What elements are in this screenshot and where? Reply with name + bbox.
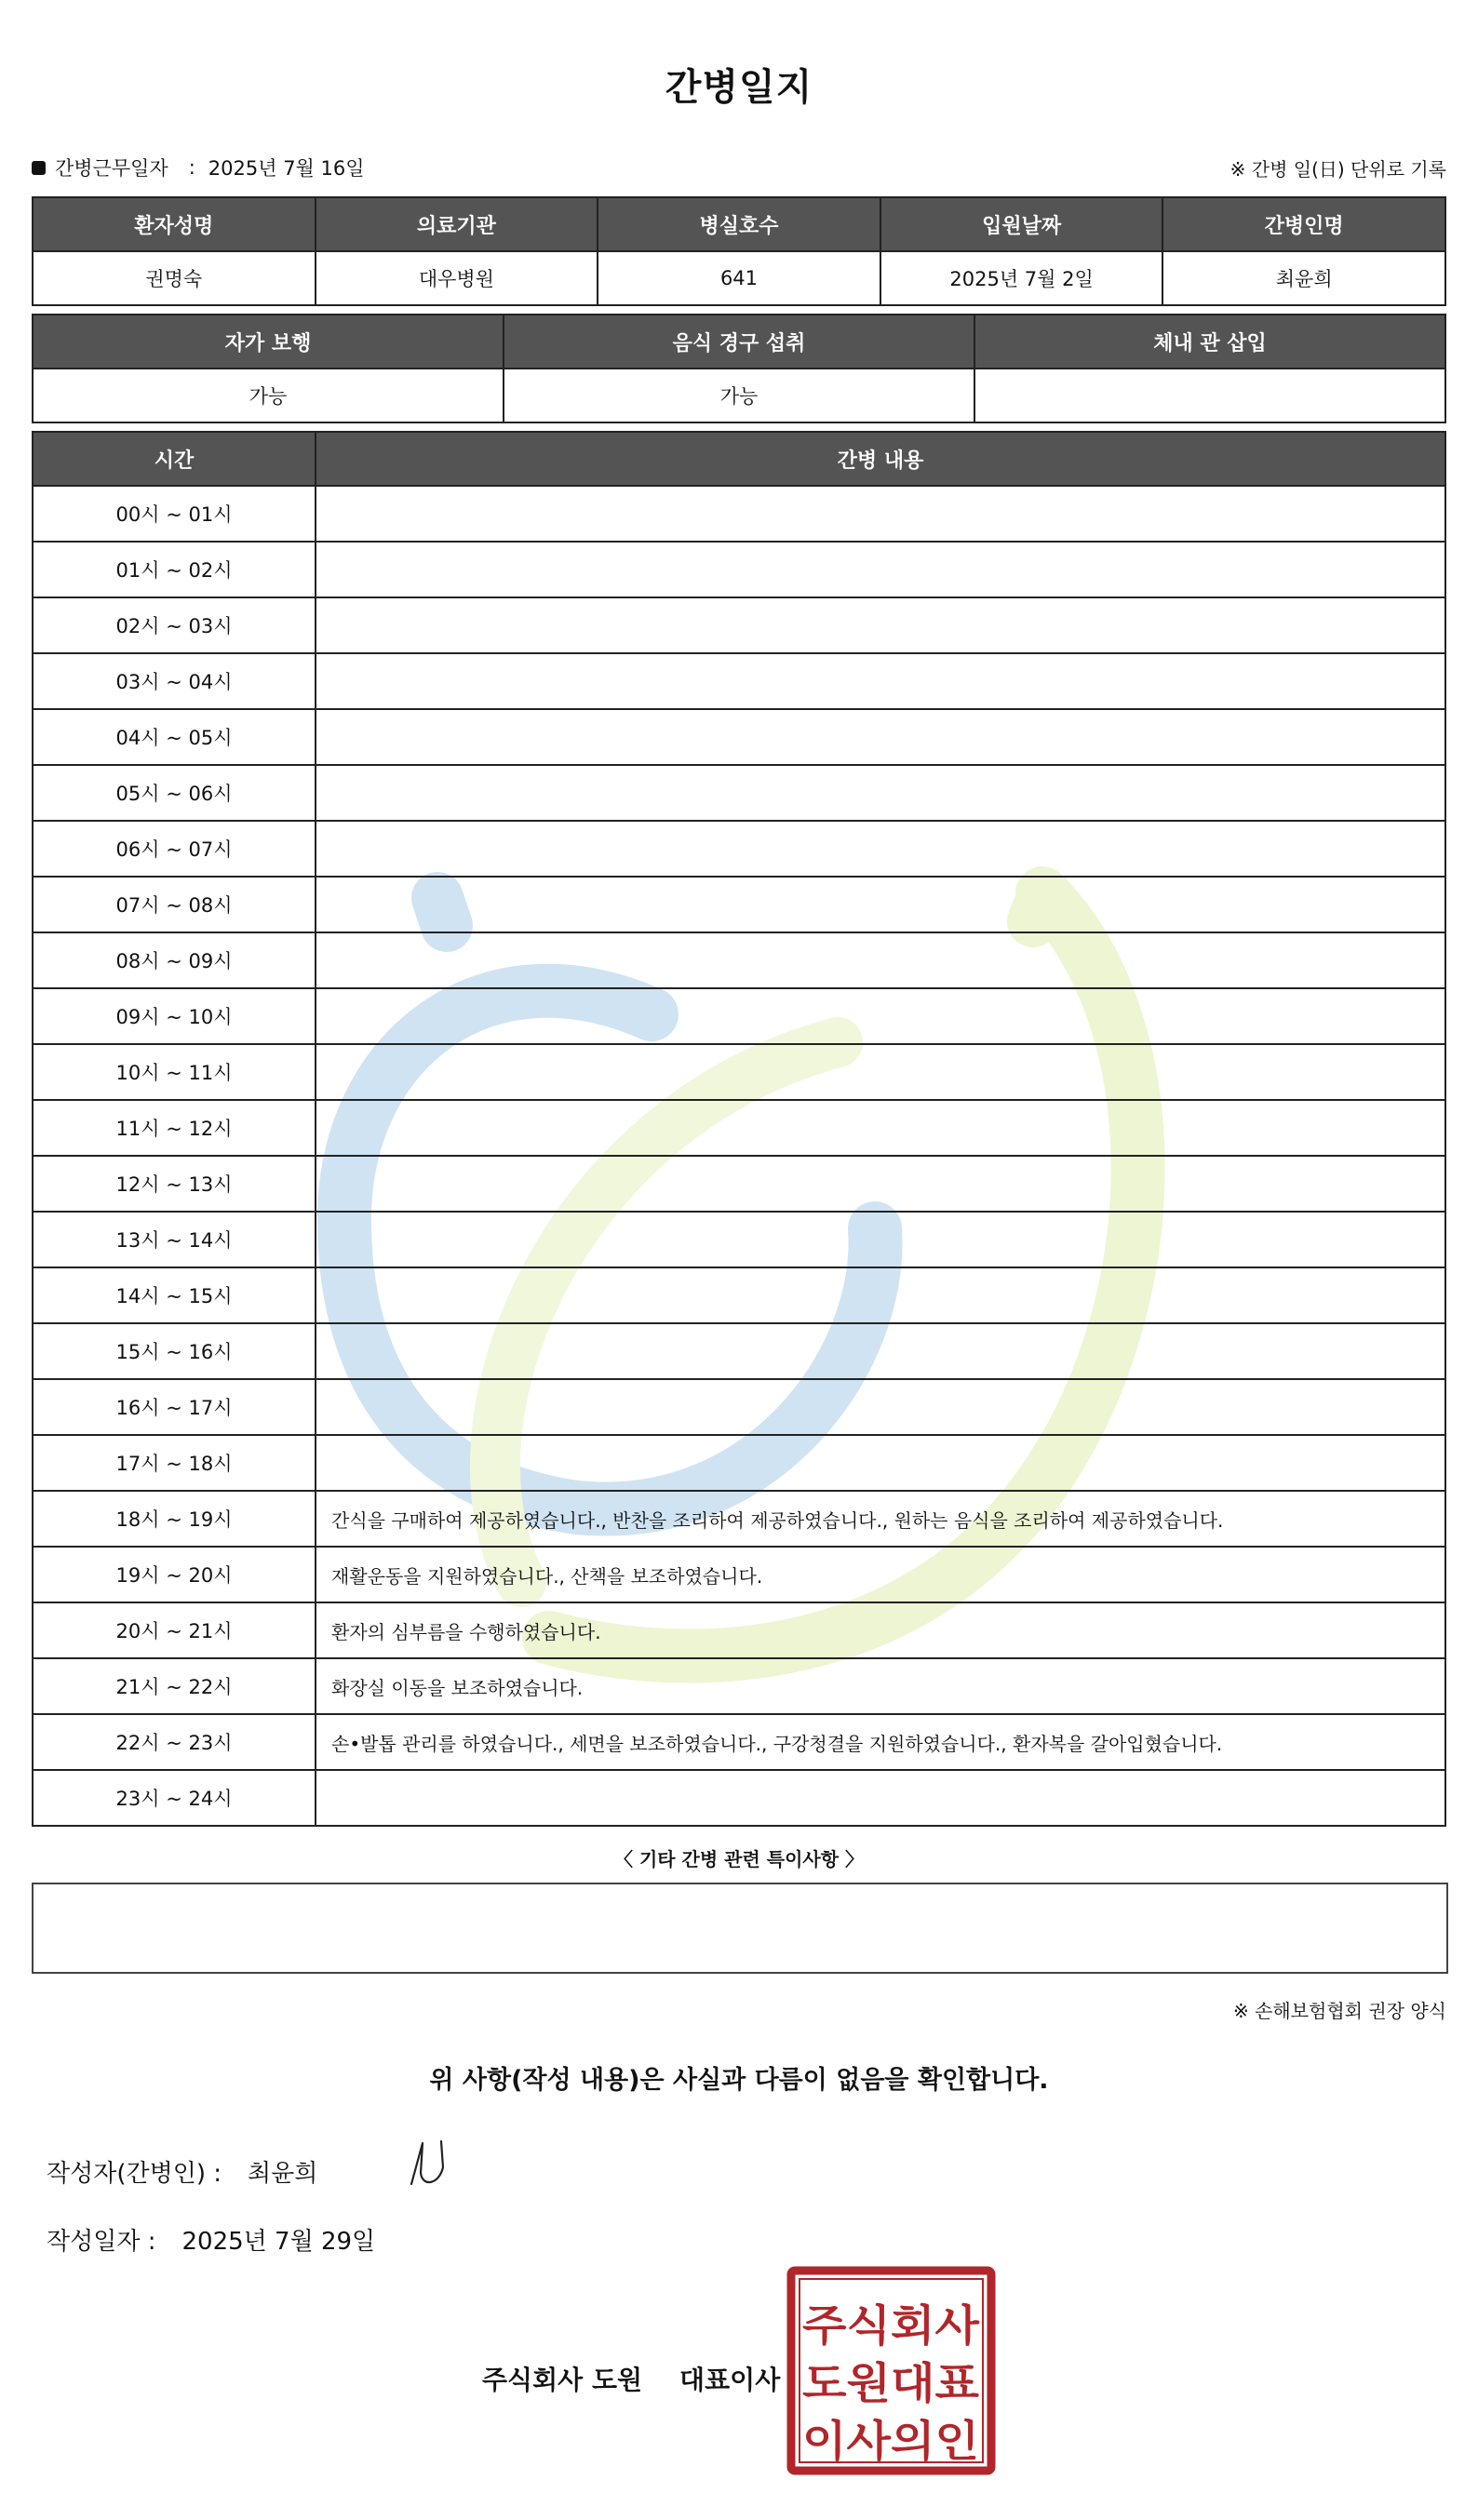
time-slot: 07시 ~ 08시 — [33, 877, 316, 932]
header-time: 시간 — [33, 432, 316, 486]
caregiver-name: 최윤희 — [1162, 251, 1445, 305]
remarks-title: 〈 기타 간병 관련 특이사항 〉 — [613, 1848, 864, 1870]
time-slot: 03시 ~ 04시 — [33, 653, 316, 709]
patient-status-table — [32, 314, 1446, 423]
header-room-number: 병실호수 — [598, 197, 880, 251]
care-content — [316, 709, 1445, 765]
work-date-label: 간병근무일자 — [55, 157, 168, 180]
work-date-separator: : — [188, 156, 195, 179]
time-slot: 19시 ~ 20시 — [33, 1547, 316, 1602]
care-content — [316, 1435, 1445, 1491]
company-name: 주식회사 도원 — [482, 2365, 643, 2395]
table-row — [33, 1212, 1445, 1267]
admission-date: 2025년 7월 2일 — [880, 251, 1163, 305]
header-caregiver-name: 간병인명 — [1162, 197, 1445, 251]
time-slot: 17시 ~ 18시 — [33, 1435, 316, 1491]
care-content — [316, 932, 1445, 988]
header-admission-date: 입원날짜 — [880, 197, 1163, 251]
time-slot: 00시 ~ 01시 — [33, 486, 316, 542]
signature-mark — [408, 2136, 464, 2192]
table-row — [33, 653, 1445, 709]
oral-intake-value: 가능 — [504, 369, 974, 422]
work-date — [32, 154, 365, 181]
written-date-row — [47, 2222, 375, 2257]
time-slot: 04시 ~ 05시 — [33, 709, 316, 765]
time-slot: 14시 ~ 15시 — [33, 1267, 316, 1323]
table-row — [33, 1714, 1445, 1770]
tube-insertion-value — [974, 369, 1445, 422]
table-row — [33, 1770, 1445, 1826]
time-slot: 08시 ~ 09시 — [33, 932, 316, 988]
table-row — [33, 877, 1445, 932]
care-content — [316, 1100, 1445, 1156]
care-content: 손•발톱 관리를 하였습니다., 세면을 보조하였습니다., 구강청결을 지원하였습니다., 환자복을 갈아입혔습니다. — [316, 1714, 1445, 1770]
header-hospital: 의료기관 — [316, 197, 598, 251]
time-slot: 20시 ~ 21시 — [33, 1602, 316, 1658]
table-row — [33, 1267, 1445, 1323]
company-signature — [482, 2360, 780, 2397]
table-row — [33, 1044, 1445, 1100]
header-tube-insertion: 체내 관 삽입 — [974, 315, 1445, 369]
patient-info-table — [32, 196, 1446, 306]
patient-name: 권명숙 — [33, 251, 316, 305]
writer-label: 작성자(간병인) : — [47, 2160, 222, 2188]
time-slot: 11시 ~ 12시 — [33, 1100, 316, 1156]
seal-line-1: 주식회사 — [802, 2300, 980, 2351]
table-row — [33, 542, 1445, 597]
care-content — [316, 1212, 1445, 1267]
written-date-label: 작성일자 : — [47, 2228, 156, 2256]
care-content — [316, 486, 1445, 542]
table-row — [33, 1547, 1445, 1602]
care-content — [316, 597, 1445, 653]
header-oral-intake: 음식 경구 섭취 — [504, 315, 974, 369]
time-slot: 06시 ~ 07시 — [33, 821, 316, 877]
time-slot: 15시 ~ 16시 — [33, 1323, 316, 1379]
table-row — [33, 1658, 1445, 1714]
care-content — [316, 653, 1445, 709]
header-self-walking: 자가 보행 — [33, 315, 504, 369]
care-header-row — [33, 432, 1445, 486]
table-row — [33, 988, 1445, 1044]
time-slot: 09시 ~ 10시 — [33, 988, 316, 1044]
time-slot: 21시 ~ 22시 — [33, 1658, 316, 1714]
table-row — [33, 1156, 1445, 1212]
seal-line-2: 도원대표 — [802, 2358, 980, 2408]
care-content — [316, 1323, 1445, 1379]
care-content — [316, 1267, 1445, 1323]
care-content — [316, 1044, 1445, 1100]
room-number: 641 — [598, 251, 880, 305]
table-row — [33, 1379, 1445, 1435]
status-value-row — [33, 369, 1445, 422]
confirmation-statement: 위 사항(작성 내용)은 사실과 다름이 없음을 확인합니다. — [429, 2066, 1049, 2095]
time-slot: 16시 ~ 17시 — [33, 1379, 316, 1435]
table-row — [33, 709, 1445, 765]
table-row — [33, 1602, 1445, 1658]
care-content: 화장실 이동을 보조하였습니다. — [316, 1658, 1445, 1714]
patient-info-value-row — [33, 251, 1445, 305]
care-content — [316, 1379, 1445, 1435]
table-row — [33, 1323, 1445, 1379]
table-row — [33, 821, 1445, 877]
table-row — [33, 932, 1445, 988]
status-header-row — [33, 315, 1445, 369]
care-schedule-table — [32, 431, 1446, 1827]
work-date-value: 2025년 7월 16일 — [208, 157, 365, 180]
table-row — [33, 486, 1445, 542]
record-note: ※ 간병 일(日) 단위로 기록 — [1229, 158, 1446, 181]
patient-info-header-row — [33, 197, 1445, 251]
time-slot: 02시 ~ 03시 — [33, 597, 316, 653]
table-row — [33, 1100, 1445, 1156]
time-slot: 12시 ~ 13시 — [33, 1156, 316, 1212]
care-content: 환자의 심부름을 수행하였습니다. — [316, 1602, 1445, 1658]
time-slot: 05시 ~ 06시 — [33, 765, 316, 821]
writer-name: 최윤희 — [248, 2160, 318, 2188]
header-patient-name: 환자성명 — [33, 197, 316, 251]
table-row — [33, 1491, 1445, 1547]
care-content — [316, 988, 1445, 1044]
care-content — [316, 1770, 1445, 1826]
care-content — [316, 1156, 1445, 1212]
written-date-value: 2025년 7월 29일 — [181, 2228, 376, 2256]
time-slot: 10시 ~ 11시 — [33, 1044, 316, 1100]
ceo-label: 대표이사 — [679, 2365, 781, 2395]
table-row — [33, 597, 1445, 653]
source-note: ※ 손해보험협회 권장 양식 — [1232, 2000, 1446, 2022]
care-content — [316, 877, 1445, 932]
hospital-name: 대우병원 — [316, 251, 598, 305]
table-row — [33, 1435, 1445, 1491]
care-content — [316, 765, 1445, 821]
header-care-content: 간병 내용 — [316, 432, 1445, 486]
remarks-box — [32, 1883, 1448, 1974]
company-seal — [786, 2266, 996, 2475]
page-title: 간병일지 — [665, 66, 813, 109]
time-slot: 01시 ~ 02시 — [33, 542, 316, 597]
writer-row — [47, 2154, 317, 2189]
time-slot: 13시 ~ 14시 — [33, 1212, 316, 1267]
care-content: 재활운동을 지원하였습니다., 산책을 보조하였습니다. — [316, 1547, 1445, 1602]
time-slot: 22시 ~ 23시 — [33, 1714, 316, 1770]
care-rows — [33, 486, 1445, 1826]
bullet-icon — [32, 161, 46, 175]
self-walking-value: 가능 — [33, 369, 504, 422]
care-content — [316, 821, 1445, 877]
time-slot: 23시 ~ 24시 — [33, 1770, 316, 1826]
table-row — [33, 765, 1445, 821]
care-content: 간식을 구매하여 제공하였습니다., 반찬을 조리하여 제공하였습니다., 원하는 음식을 조리하여 제공하였습니다. — [316, 1491, 1445, 1547]
care-content — [316, 542, 1445, 597]
seal-line-3: 이사의인 — [802, 2416, 979, 2466]
time-slot: 18시 ~ 19시 — [33, 1491, 316, 1547]
